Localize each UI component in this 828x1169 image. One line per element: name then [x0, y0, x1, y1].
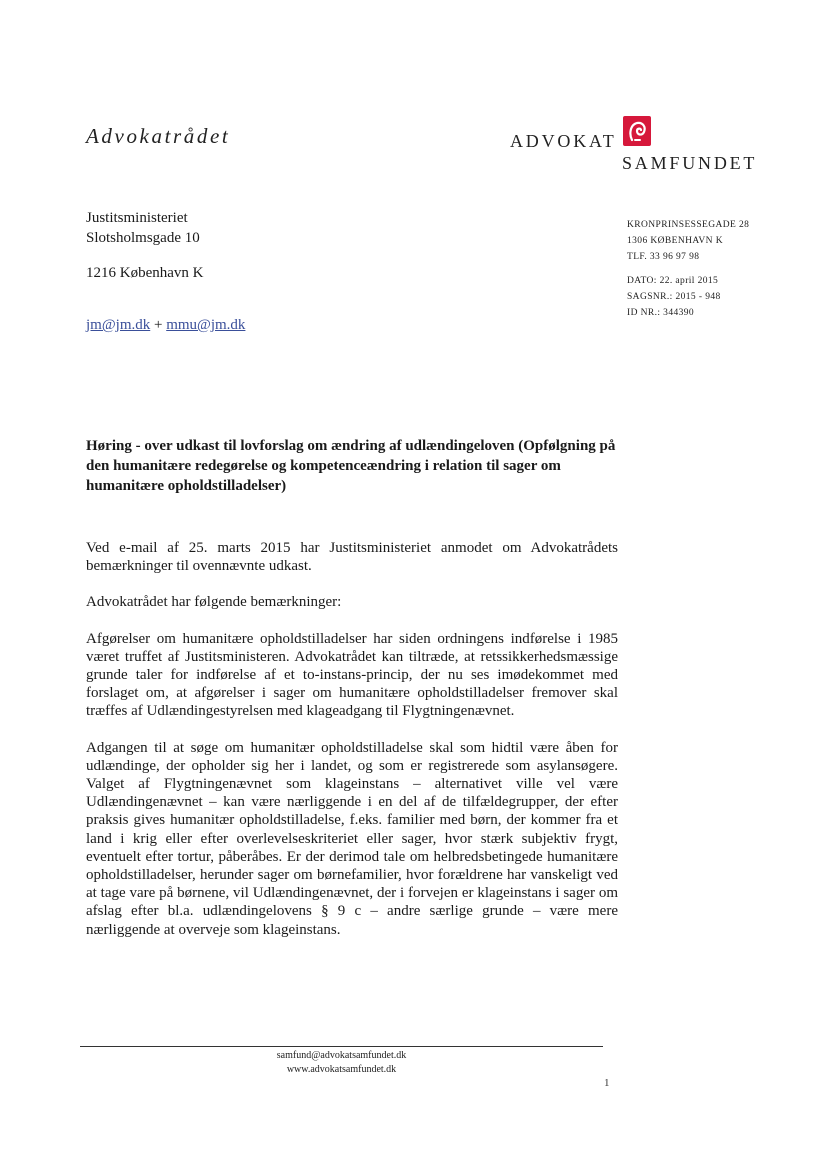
- footer-email: samfund@advokatsamfundet.dk: [276, 1050, 407, 1061]
- advokatraadet-brand: Advokatrådet: [86, 124, 231, 148]
- body-paragraph-4: Adgangen til at søge om humanitær opholdstilladelse skal som hidtil være åben for udlændinge, der opholder sig her i landet, og som er registrerede som asylansøgere. Valget af Flygtningenævnet som klageinstans – alternativet ville vel være Udlændingenævnet – kan være nærliggende i en del af de tilfældegrupper, der efter praksis gives humanitær opholdstilladelse, f.eks. familier med børn, der kommer fra et land i krig eller efter overlevelseskriteriet eller sager, hvor stærk subjektiv frygt, eventuelt efter tortur, påberåbes. Er der derimod tale om helbredsbetingede humanitære opholdstilladelser, herunder sager om børnefamilier, hvor forældrene har vanskeligt ved at tage vare på børnene, vil Udlændingenævnet, der i forvejen er klageinstans i sager om afslag efter bl.a. udlændingelovens § 9 c – andre særlige grunde – være mere nærliggende at overveje som klageinstans.: [86, 739, 618, 938]
- body-paragraph-3: Afgørelser om humanitære opholdstilladelser har siden ordningens indførelse i 1985 været truffet af Justitsministeren. Advokatrådet kan tiltræde, at retssikkerhedsmæssige grunde taler for indførelse af et to-instans-princip, der nu ses imødekommet med forslaget om, at afgørelser i sager om humanitære opholdstilladelser fremover skal træffes af Udlændingestyrelsen med klageadgang til Flygtningenævnet.: [86, 630, 618, 720]
- page-number: 1: [604, 1077, 610, 1089]
- logo-text-advokat: ADVOKAT: [510, 131, 617, 151]
- recipient-name: Justitsministeriet: [86, 210, 188, 226]
- email-link-mmu[interactable]: mmu@jm.dk: [166, 317, 246, 333]
- recipient-zip-city: 1216 København K: [86, 265, 204, 281]
- logo-text-samfundet: SAMFUNDET: [622, 153, 758, 173]
- id-number: ID NR.: 344390: [627, 308, 695, 318]
- footer-divider: [80, 1046, 603, 1047]
- recipient-emails: [86, 317, 245, 334]
- letter-subject: Høring - over udkast til lovforslag om ændring af udlændingeloven (Opfølgning på den humanitære redegørelse og kompetenceændring i relation til sager om humanitære opholdstilladelser): [86, 438, 616, 494]
- sender-phone: TLF. 33 96 97 98: [627, 252, 700, 262]
- sender-city: 1306 KØBENHAVN K: [627, 236, 723, 246]
- body-paragraph-1: Ved e-mail af 25. marts 2015 har Justitsministeriet anmodet om Advokatrådets bemærkninger til ovennævnte udkast.: [86, 540, 618, 575]
- advokatsamfundet-logo: [510, 116, 770, 176]
- advokatsamfundet-emblem-icon: [623, 116, 651, 146]
- letter-date: DATO: 22. april 2015: [627, 276, 719, 286]
- email-separator: +: [153, 317, 163, 333]
- case-number: SAGSNR.: 2015 - 948: [627, 292, 721, 302]
- recipient-street: Slotsholmsgade 10: [86, 230, 200, 246]
- recipient-address: [86, 208, 203, 283]
- sender-info: [627, 217, 749, 321]
- sender-street: KRONPRINSESSEGADE 28: [627, 220, 750, 230]
- footer-website: www.advokatsamfundet.dk: [286, 1064, 397, 1075]
- body-paragraph-2: Advokatrådet har følgende bemærkninger:: [86, 594, 342, 611]
- letter-body: [86, 539, 618, 957]
- email-link-jm[interactable]: jm@jm.dk: [86, 317, 151, 333]
- footer: [80, 1049, 603, 1077]
